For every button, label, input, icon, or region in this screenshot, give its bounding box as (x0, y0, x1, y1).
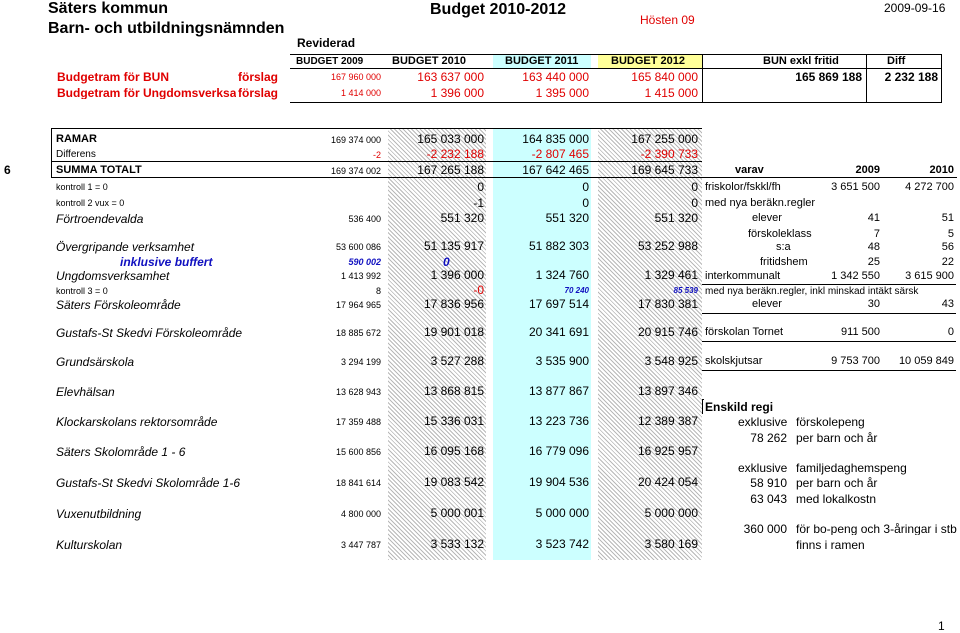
ungdom-v2009: 1 342 550 (831, 270, 880, 282)
ungdom-2010: 1 396 000 (430, 268, 484, 282)
kontroll2-note: med nya beräkn.regler (705, 197, 816, 209)
kultur-label: Kulturskolan (56, 538, 123, 552)
overgripande-2012: 53 252 988 (637, 239, 698, 253)
gustafs-forskola-2011: 20 341 691 (528, 325, 589, 339)
gustafs-forskola-underline (702, 341, 956, 342)
saters-forskola-2011: 17 697 514 (528, 297, 589, 311)
gustafs-skol-2012: 20 424 054 (637, 475, 698, 489)
season-label: Hösten 09 (640, 13, 695, 27)
elevhalsan-2010: 13 868 815 (423, 384, 484, 398)
frame-bun-2009: 167 960 000 (330, 72, 381, 82)
header-bottom-line (290, 68, 942, 69)
vline-bun (702, 54, 703, 102)
fortroende-2010: 551 320 (440, 211, 484, 225)
saters-forskola-2012: 17 830 381 (637, 297, 698, 311)
page-number: 1 (938, 619, 945, 633)
kontroll1-v2010: 4 272 700 (905, 181, 954, 193)
saters-forskola-2010: 17 836 956 (423, 297, 484, 311)
fortroende-2009: 536 400 (348, 214, 381, 224)
col-header-2010: BUDGET 2010 (392, 55, 466, 67)
gustafs-skol-label: Gustafs-St Skedvi Skolområde 1-6 (56, 476, 241, 490)
kontroll1-note: friskolor/fskkl/fh (705, 181, 781, 193)
differens-2011: -2 807 465 (531, 147, 589, 161)
kontroll1-label: kontroll 1 = 0 (56, 182, 108, 192)
gustafs-forskola-2012: 20 915 746 (637, 325, 698, 339)
kontroll3-note: med nya beräkn.regler, inkl minskad intäkt särsk (705, 286, 919, 297)
header-top-line (290, 54, 942, 55)
klockar-2009: 17 359 488 (335, 417, 381, 427)
frame-ungdom-2011: 1 395 000 (535, 86, 589, 100)
grundsarskola-label: Grundsärskola (56, 355, 135, 369)
ungdom-2012: 1 329 461 (644, 268, 698, 282)
lokal-text: med lokalkostn (796, 492, 877, 506)
fortroende-2012: 551 320 (654, 211, 698, 225)
grundsarskola-2011: 3 535 900 (535, 354, 589, 368)
varav-label: varav (735, 164, 764, 176)
overgripande-2011: 51 882 303 (528, 239, 589, 253)
col-header-2009: BUDGET 2009 (296, 56, 364, 67)
summa-top-line (51, 161, 702, 162)
summa-2010: 167 265 188 (417, 163, 484, 177)
col-header-bun: BUN exkl fritid (763, 55, 839, 67)
overgripande-2010: 51 135 917 (423, 239, 484, 253)
grundsarskola-note: skolskjutsar (705, 355, 763, 367)
differens-2010: -2 232 188 (426, 147, 484, 161)
summa-2011: 167 642 465 (522, 163, 589, 177)
inklusive-label: inklusive buffert (120, 255, 213, 269)
ungdom-2011: 1 324 760 (535, 268, 589, 282)
elevhalsan-label: Elevhälsan (56, 385, 115, 399)
saters-forskola-2009: 17 964 965 (335, 300, 381, 310)
kontroll2-2010: -1 (473, 196, 484, 210)
summa-2009: 169 374 002 (330, 166, 381, 176)
kontroll1-2012: 0 (691, 180, 698, 194)
saters-forskola-v2010: 43 (941, 298, 954, 310)
fortroende-2011: 551 320 (545, 211, 589, 225)
frame-ungdom-2010: 1 396 000 (430, 86, 484, 100)
ramar-2012: 167 255 000 (631, 132, 698, 146)
ungdom-2009: 1 413 992 (340, 271, 381, 281)
frame-ungdom-type: förslag (238, 86, 279, 100)
fortroende-note: elever (752, 212, 782, 224)
col-header-2012: BUDGET 2012 (611, 55, 685, 67)
kontroll2-2011: 0 (582, 196, 589, 210)
kontroll3-2010: -0 (473, 283, 484, 297)
vline-end (941, 54, 942, 102)
frame-bottom-line (290, 102, 942, 103)
kultur-text: finns i ramen (796, 538, 865, 552)
org-subtitle: Barn- och utbildningsnämnden (48, 20, 285, 37)
frame-ungdom-label: Budgetram för Ungdomsverksa (57, 87, 236, 99)
fortroende-v2009: 41 (867, 212, 880, 224)
grundsarskola-v2010: 10 059 849 (898, 355, 954, 367)
enskild-left-line (702, 399, 703, 414)
saters-skol-label: Säters Skolområde 1 - 6 (56, 445, 186, 459)
fortroende-v2010: 51 (941, 212, 954, 224)
grundsarskola-2012: 3 548 925 (644, 354, 698, 368)
klockar-2012: 12 389 387 (637, 414, 698, 428)
page-title: Budget 2010-2012 (430, 1, 567, 18)
date-label: 2009-09-16 (884, 1, 946, 15)
kontroll3-label: kontroll 3 = 0 (56, 286, 108, 296)
vux-2012: 5 000 000 (644, 506, 698, 520)
kultur-2009: 3 447 787 (340, 540, 381, 550)
saters-skol-2009: 15 600 856 (335, 447, 381, 457)
frame-bun-diff: 2 232 188 (884, 70, 938, 84)
differens-2009: -2 (372, 150, 381, 160)
gustafs-forskola-note: förskolan Tornet (705, 326, 784, 338)
inklusive-note: fritidshem (760, 256, 808, 268)
frame-ungdom-2012: 1 415 000 (644, 86, 698, 100)
summa-row-number: 6 (4, 163, 11, 177)
ungdom-underline (702, 284, 956, 285)
saters-forskola-underline (702, 313, 956, 314)
differens-label: Differens (56, 149, 96, 160)
ramar-2011: 164 835 000 (522, 132, 589, 146)
enskild-title: Enskild regi (705, 400, 774, 414)
grundsarskola-v2009: 9 753 700 (831, 355, 880, 367)
ungdom-label: Ungdomsverksamhet (56, 269, 170, 283)
summa-label: SUMMA TOTALT (56, 164, 142, 176)
gustafs-skol-2011: 19 904 536 (528, 475, 589, 489)
gustafs-forskola-2010: 19 901 018 (423, 325, 484, 339)
gustafs-skol-2010: 19 083 542 (423, 475, 484, 489)
klockar-note-b: förskolepeng (796, 415, 865, 429)
summa-bottom-line (51, 177, 957, 178)
frame-bun-2010: 163 637 000 (417, 70, 484, 84)
peng-text-2: per barn och år (796, 476, 878, 490)
ramar-2010: 165 033 000 (417, 132, 484, 146)
col-header-diff: Diff (887, 55, 906, 67)
ramar-2009: 169 374 000 (330, 135, 381, 145)
saters-forskola-v2009: 30 (867, 298, 880, 310)
ramar-label: RAMAR (56, 133, 97, 145)
vux-2010: 5 000 001 (430, 506, 484, 520)
vline-diff (866, 54, 867, 102)
inklusive-2009: 590 002 (348, 257, 381, 267)
bopeng-amount: 360 000 (743, 522, 787, 536)
org-name: Säters kommun (48, 0, 169, 17)
gustafs-forskola-v2009: 911 500 (841, 326, 880, 338)
ramar-left-line (51, 128, 52, 178)
forskoleklass-v2010: 5 (947, 228, 954, 240)
frame-ungdom-2009: 1 414 000 (340, 88, 381, 98)
varav-2009: 2009 (855, 164, 880, 176)
kultur-2010: 3 533 132 (430, 537, 484, 551)
frame-bun-bun: 165 869 188 (795, 70, 862, 84)
gustafs-forskola-label: Gustafs-St Skedvi Förskoleområde (56, 326, 243, 340)
forskoleklass-note: förskoleklass (748, 228, 812, 240)
elevhalsan-2009: 13 628 943 (335, 387, 381, 397)
grundsarskola-2010: 3 527 288 (430, 354, 484, 368)
peng-text-1: per barn och år (796, 431, 878, 445)
kontroll1-2011: 0 (582, 180, 589, 194)
kontroll3-2009: 8 (375, 286, 381, 296)
kontroll1-v2009: 3 651 500 (831, 181, 880, 193)
ramar-top-line (51, 128, 702, 129)
revised-label: Reviderad (297, 36, 356, 50)
kontroll3-2011: 70 240 (564, 286, 589, 295)
col-header-2011: BUDGET 2011 (505, 55, 579, 67)
saters-skol-2012: 16 925 957 (637, 444, 698, 458)
ungdom-v2010: 3 615 900 (905, 270, 954, 282)
summa-2012: 169 645 733 (631, 163, 698, 177)
kontroll3-2012: 85 539 (673, 286, 698, 295)
fortroende-label: Förtroendevalda (56, 212, 144, 226)
klockar-2011: 13 223 736 (528, 414, 589, 428)
frame-bun-type: förslag (238, 70, 279, 84)
frame-bun-2012: 165 840 000 (631, 70, 698, 84)
kontroll1-2010: 0 (477, 180, 484, 194)
lokal-amount: 63 043 (750, 492, 787, 506)
frame-bun-2011: 163 440 000 (522, 70, 589, 84)
kultur-2012: 3 580 169 (644, 537, 698, 551)
klockar-label: Klockarskolans rektorsområde (56, 415, 218, 429)
overgripande-note: s:a (776, 241, 791, 253)
gustafs-forskola-v2010: 0 (947, 326, 954, 338)
grundsarskola-underline (702, 370, 956, 371)
ungdom-note: interkommunalt (705, 270, 781, 282)
gustafs-forskola-2009: 18 885 672 (335, 328, 381, 338)
peng-amount-1: 78 262 (750, 431, 787, 445)
bopeng-text: för bo-peng och 3-åringar i stb (796, 523, 957, 535)
elevhalsan-2012: 13 897 346 (637, 384, 698, 398)
kultur-2011: 3 523 742 (535, 537, 589, 551)
familj-note-a: exklusive (738, 461, 788, 475)
overgripande-2009: 53 600 086 (335, 242, 381, 252)
saters-skol-2011: 16 779 096 (528, 444, 589, 458)
saters-forskola-note: elever (752, 298, 782, 310)
overgripande-v2009: 48 (867, 241, 880, 253)
overgripande-v2010: 56 (941, 241, 954, 253)
kontroll2-label: kontroll 2 vux = 0 (56, 198, 125, 208)
klockar-2010: 15 336 031 (423, 414, 484, 428)
varav-2010: 2010 (929, 164, 954, 176)
inklusive-v2009: 25 (867, 256, 880, 268)
differens-2012: -2 390 733 (640, 147, 698, 161)
saters-skol-2010: 16 095 168 (423, 444, 484, 458)
kontroll2-2012: 0 (691, 196, 698, 210)
vux-2011: 5 000 000 (535, 506, 589, 520)
inklusive-2010: 0 (443, 255, 450, 269)
klockar-note-a: exklusive (738, 415, 788, 429)
vux-2009: 4 800 000 (340, 509, 381, 519)
peng-amount-2: 58 910 (750, 476, 787, 490)
elevhalsan-2011: 13 877 867 (528, 384, 589, 398)
grundsarskola-2009: 3 294 199 (340, 357, 381, 367)
frame-bun-label: Budgetram för BUN (57, 70, 170, 84)
forskoleklass-v2009: 7 (873, 228, 880, 240)
overgripande-label: Övergripande verksamhet (56, 240, 195, 254)
vux-label: Vuxenutbildning (56, 507, 142, 521)
familj-note-b: familjedaghemspeng (796, 461, 907, 475)
gustafs-skol-2009: 18 841 614 (335, 478, 381, 488)
inklusive-v2010: 22 (941, 256, 954, 268)
saters-forskola-label: Säters Förskoleområde (56, 298, 181, 312)
